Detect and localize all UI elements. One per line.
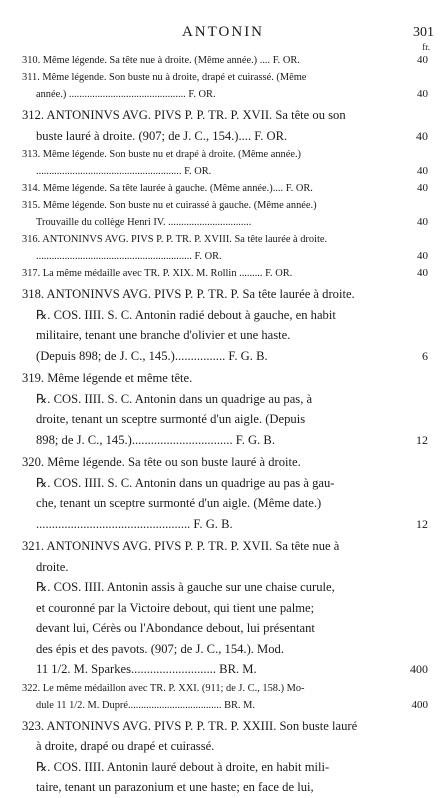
entry-line: buste lauré à droite. (907; de J. C., 154.).... F. OR. 40 — [22, 126, 434, 147]
entry-price: 6 — [422, 348, 428, 363]
entry-line: 311. Même légende. Son buste nu à droite, drapé et cuirassé. (Même — [22, 72, 307, 83]
entry-line: ℞. COS. IIII. S. C. Antonin radié debout à gauche, en habit — [36, 307, 336, 322]
catalogue-entry — [22, 105, 434, 146]
catalogue-entry — [22, 197, 434, 231]
entry-line: 317. La même médaille avec TR. P. XIX. M. Rollin ......... F. OR. 40 — [22, 265, 434, 282]
entry-line: 316. ANTONINVS AVG. PIVS P. P. TR. P. XVIII. Sa tête laurée à droite. — [22, 234, 328, 245]
catalogue-entry — [22, 536, 434, 680]
entry-line: taire, tenant un parazonium et une haste; en face de lui, — [36, 780, 314, 794]
catalogue-entries — [22, 52, 434, 798]
entry-price: 40 — [417, 267, 428, 279]
price-unit-label: fr. — [422, 42, 430, 52]
entry-line: 898; de J. C., 145.)................................ F. G. B. 12 — [22, 430, 434, 451]
entry-line: ℞. COS. IIII. Antonin assis à gauche sur une chaise curule, — [36, 580, 335, 594]
entry-line: à droite, drapé ou drapé et cuirassé. — [36, 739, 215, 753]
entry-line: des épis et des pavots. (907; de J. C., 154.). Mod. — [36, 641, 285, 656]
entry-line: 322. Le même médaillon avec TR. P. XXI. (911; de J. C., 158.) Mo- — [22, 682, 305, 694]
catalogue-entry — [22, 265, 434, 282]
page-number: 301 — [413, 25, 434, 40]
entry-line: 318. ANTONINVS AVG. PIVS P. P. TR. P. Sa tête laurée à droite. — [22, 287, 355, 301]
catalogue-entry — [22, 716, 434, 798]
entry-line: 312. ANTONINVS AVG. PIVS P. P. TR. P. XVII. Sa tête ou son — [22, 108, 346, 122]
entry-line: année.) ............................................. F. OR. 40 — [22, 86, 434, 103]
catalogue-entry — [22, 680, 434, 714]
running-title: ANTONIN — [181, 24, 265, 40]
entry-line: (Depuis 898; de J. C., 145.)................ F. G. B. 6 — [22, 346, 434, 367]
entry-price: 40 — [417, 216, 428, 228]
entry-price: 12 — [416, 432, 428, 447]
entry-price: 40 — [416, 128, 428, 143]
entry-line: ........................................................ F. OR. 40 — [22, 163, 434, 180]
entry-line: che, tenant un sceptre surmonté d'un aigle. (Même date.) — [36, 496, 322, 510]
entry-line: 321. ANTONINVS AVG. PIVS P. P. TR. P. XVII. Sa tête nue à — [22, 539, 340, 553]
catalogue-entry — [22, 52, 434, 69]
entry-price: 400 — [411, 698, 428, 711]
entry-price: 40 — [417, 250, 428, 262]
entry-line: 313. Même légende. Son buste nu et drapé à droite. (Même année.) — [22, 149, 302, 160]
entry-line: ................................................. F. G. B. 12 — [22, 514, 434, 535]
catalogue-entry — [22, 146, 434, 180]
entry-price: 400 — [410, 662, 428, 676]
catalogue-entry — [22, 69, 434, 103]
entry-price: 40 — [417, 88, 428, 100]
entry-line: devant lui, Cérès ou l'Abondance debout, lui présentant — [36, 621, 315, 635]
entry-line: 314. Même légende. Sa tête laurée à gauche. (Même année.).... F. OR. 40 — [22, 180, 434, 197]
entry-line: 323. ANTONINVS AVG. PIVS P. P. TR. P. XXIII. Son buste lauré — [22, 718, 358, 733]
entry-line: et couronné par la Victoire debout, qui tient une palme; — [36, 600, 315, 615]
entry-line: Trouvaille du collège Henri IV. ................................ 40 — [22, 214, 434, 231]
entry-price: 40 — [417, 182, 428, 194]
entry-line: 319. Même légende et même tête. — [22, 371, 193, 385]
catalogue-entry — [22, 452, 434, 534]
entry-line: militaire, tenant une branche d'olivier et une haste. — [36, 328, 291, 342]
catalogue-entry — [22, 368, 434, 450]
catalogue-entry — [22, 231, 434, 265]
entry-line: dule 11 1/2. M. Dupré.................................... BR. M. 400 — [22, 697, 434, 714]
entry-line: ℞. COS. IIII. S. C. Antonin dans un quadrige au pas, à — [36, 391, 313, 406]
entry-line: 310. Même légende. Sa tête nue à droite. (Même année.) .... F. OR. 40 — [22, 52, 434, 69]
catalogue-entry — [22, 180, 434, 197]
entry-line: ............................................................ F. OR. 40 — [22, 248, 434, 265]
catalogue-entry — [22, 284, 434, 366]
entry-line: 11 1/2. M. Sparkes........................... BR. M. 400 — [22, 659, 434, 680]
entry-line: droite, tenant un sceptre surmonté d'un aigle. (Depuis — [36, 412, 306, 426]
entry-line: droite. — [36, 559, 69, 574]
entry-price: 40 — [417, 54, 428, 66]
entry-line: ℞. COS. IIII. Antonin lauré debout à droite, en habit mili- — [36, 759, 330, 774]
page-header — [0, 24, 446, 52]
entry-price: 12 — [416, 516, 428, 531]
entry-line: 320. Même légende. Sa tête ou son buste lauré à droite. — [22, 455, 301, 469]
entry-line: 315. Même légende. Son buste nu et cuirassé à gauche. (Même année.) — [22, 200, 317, 211]
entry-line: ℞. COS. IIII. S. C. Antonin dans un quadrige au pas à gau- — [36, 475, 335, 490]
entry-price: 40 — [417, 165, 428, 177]
